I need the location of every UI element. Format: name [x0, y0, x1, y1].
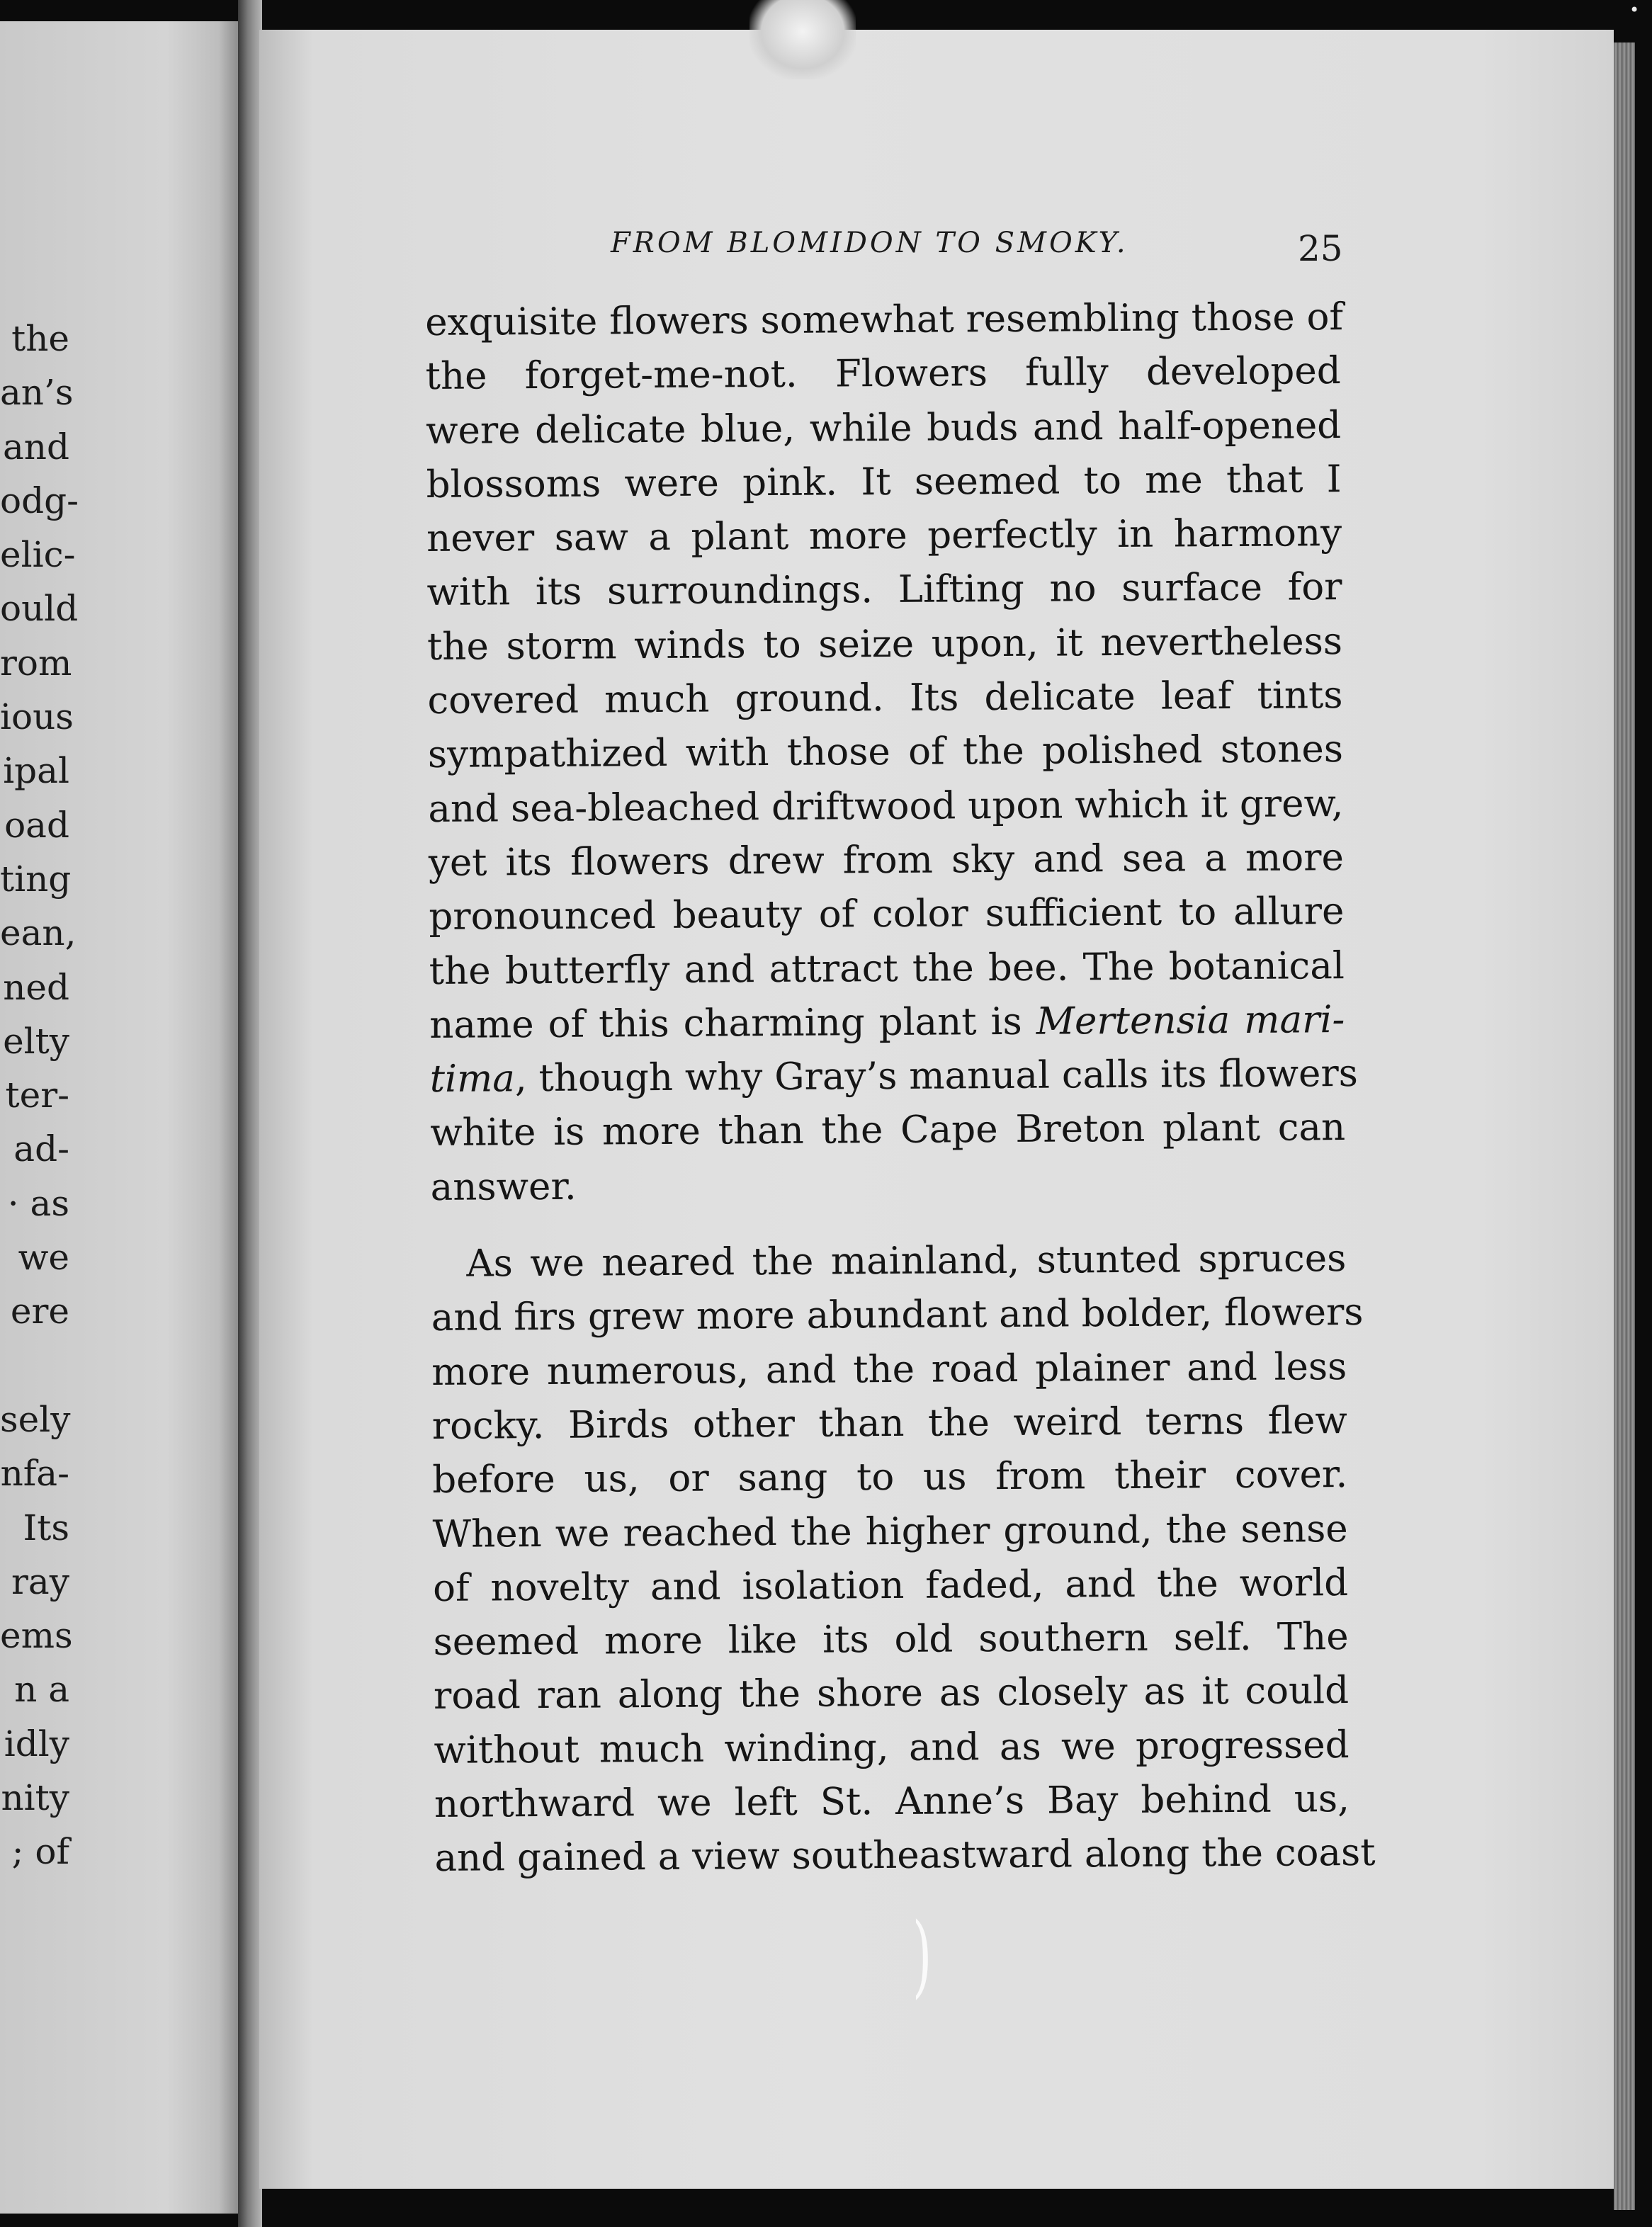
corner-mark: • — [1629, 0, 1640, 20]
paragraph-1 — [425, 290, 1359, 1215]
text-line: sympathized with those of the polished stones — [427, 727, 1344, 777]
left-fragment: elty — [3, 1020, 69, 1062]
left-fragment: an’s — [0, 372, 74, 414]
text-line — [429, 1047, 1359, 1106]
left-fragment-gap — [0, 1339, 69, 1393]
left-fragment: · as — [7, 1182, 69, 1224]
left-fragment: ray — [11, 1560, 69, 1602]
text-line: covered much ground. Its delicate leaf tints — [427, 674, 1343, 723]
text-line: yet its flowers drew from sky and sea a more — [428, 836, 1345, 885]
text-line: the forget-me-not. Flowers fully developed — [425, 349, 1341, 399]
left-fragment: nfa- — [0, 1453, 69, 1495]
text-line: without much winding, and as we progressed — [434, 1723, 1350, 1772]
text-line: seemed more like its old southern self. The — [433, 1615, 1349, 1665]
text-line: answer. — [430, 1164, 577, 1209]
page-number: 25 — [1298, 228, 1343, 269]
left-page — [0, 21, 238, 2214]
left-fragment: ems — [0, 1615, 73, 1657]
left-fragment: ting — [0, 858, 72, 900]
paragraph-2 — [431, 1232, 1376, 1886]
left-fragment: ere — [10, 1291, 69, 1332]
text-line: blossoms were pink. It seemed to me that I — [426, 457, 1342, 506]
left-fragment: rom — [0, 642, 72, 684]
left-fragment: we — [18, 1237, 69, 1279]
text-line-botanical-name — [429, 993, 1345, 1053]
left-fragment: sely — [0, 1398, 71, 1440]
left-page-text-fragments — [0, 312, 79, 1879]
species-name-part-1: Mertensia mari- — [1036, 997, 1345, 1043]
left-fragment: odg- — [0, 480, 79, 521]
text-line: before us, or sang to us from their cover. — [432, 1453, 1348, 1502]
left-fragment: ious — [0, 696, 74, 738]
left-fragment: and — [2, 426, 69, 468]
tape-mark — [749, 0, 856, 79]
text-line: and gained a view southeastward along the coast — [434, 1831, 1376, 1881]
text-line: northward we left St. Anne’s Bay behind us, — [434, 1777, 1350, 1826]
left-fragment: elic- — [0, 534, 76, 576]
text-line: the butterfly and attract the bee. The botanical — [429, 944, 1345, 993]
book-gutter — [238, 0, 262, 2227]
text-line: and firs grew more abundant and bolder, flowers — [431, 1291, 1364, 1340]
left-fragment: the — [11, 318, 69, 359]
text-line: were delicate blue, while buds and half-opened — [425, 403, 1342, 453]
text-line: road ran along the shore as closely as it could — [433, 1669, 1350, 1718]
text-line: As we neared the mainland, stunted spruces — [466, 1237, 1347, 1286]
left-fragment: ould — [0, 588, 79, 630]
left-fragment: idly — [4, 1723, 69, 1764]
left-fragment: nity — [1, 1777, 69, 1819]
left-fragment: ipal — [3, 750, 69, 792]
text-line: When we reached the higher ground, the sense — [432, 1507, 1348, 1556]
text-line: exquisite flowers somewhat resembling those of — [425, 295, 1344, 344]
text-line: the storm winds to seize upon, it nevertheless — [426, 619, 1343, 669]
text-line: and sea-bleached driftwood upon which it grew, — [428, 781, 1344, 831]
left-fragment: ned — [3, 966, 69, 1008]
left-fragment: ean, — [0, 912, 77, 954]
text-run: name of this charming plant is — [429, 999, 1022, 1047]
text-line: more numerous, and the road plainer and less — [431, 1344, 1347, 1394]
left-fragment: Its — [23, 1507, 69, 1548]
left-fragment: n a — [14, 1669, 69, 1711]
text-line: white is more than the Cape Breton plant can — [430, 1106, 1346, 1155]
running-title: FROM BLOMIDON TO SMOKY. — [611, 227, 1128, 259]
species-name-part-2: tima — [429, 1057, 516, 1101]
left-fragment: oad — [4, 804, 69, 846]
left-fragment: ad- — [13, 1128, 69, 1170]
text-line: of novelty and isolation faded, and the world — [432, 1560, 1349, 1610]
bracket-mark: ) — [912, 1903, 932, 2008]
text-line: rocky. Birds other than the weird terns flew — [431, 1399, 1347, 1448]
page-edges — [1614, 42, 1635, 2210]
left-fragment: ter- — [5, 1075, 69, 1116]
text-line: never saw a plant more perfectly in harmony — [426, 511, 1342, 561]
text-run: , though why Gray’s manual calls its flowers — [514, 1052, 1359, 1101]
body-text — [425, 290, 1376, 1886]
text-line: pronounced beauty of color sufficient to allure — [429, 890, 1345, 939]
left-fragment: ; of — [11, 1831, 69, 1873]
text-line: with its surroundings. Lifting no surface for — [426, 565, 1342, 615]
